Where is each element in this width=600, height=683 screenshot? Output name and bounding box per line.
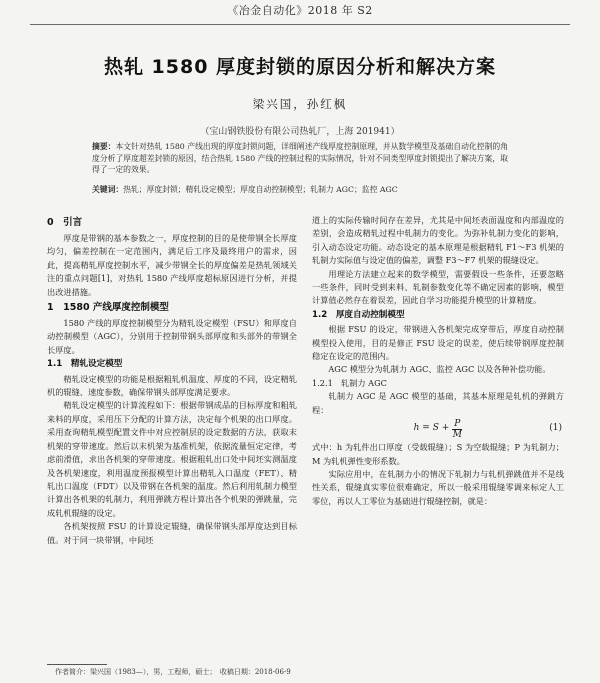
continued-paragraph: 道上的实际传输时间存在差异，尤其是中间坯表面温度和内部温度的差别，会造成精轧过程中轧制力的变化。为弥补轧制力变化的影响，引入动态设定功能。动态设定的基本原理是根据精轧 F1～F3 机架的轧制力实际值与设定值的偏差，调整 F3～F7 机架的辊缝设定。 xyxy=(312,215,564,266)
abstract-label: 摘要： xyxy=(92,142,116,151)
equation-number: (1) xyxy=(549,423,562,434)
paper-authors: 梁兴国，孙红枫 xyxy=(252,97,348,111)
equation-denominator: M xyxy=(452,429,462,440)
self-learning-paragraph: 用理论方法建立起来的数学模型，需要假设一些条件，还要忽略一些条件，同时受到来料、轧制参数变化等不确定因素的影响，模型计算值必然存在着误差，因此自学习功能提升模型的计算精度。 xyxy=(312,268,564,306)
keywords xyxy=(92,184,540,195)
equation-description: 式中：h 为轧件出口厚度（受载辊缝）；S 为空载辊缝；P 为轧制力；M 为轧机弹性变形系数。 xyxy=(312,442,564,466)
right-column xyxy=(312,214,564,664)
equation-fraction xyxy=(452,419,462,440)
intro-paragraph: 厚度是带钢的基本参数之一，厚度控制的目的是使带钢全长厚度均匀，偏差控制在一定范围内，满足后工序及最终用户的需求，因此，提高精轧厚度控制水平，减少带钢全长的厚度偏差是热轧领域关注的重点问题[1]，对热轧 1580 产线厚度超标原因进行分析，并提出改进措施。 xyxy=(47,233,297,297)
author-footnote: 作者简介：梁兴国（1983—），男，工程师，硕士； 收稿日期：2018-06-9 xyxy=(55,668,291,676)
spring-equation xyxy=(312,417,564,441)
fsu-paragraph-3: 各机架按照 FSU 的计算设定辊缝，确保带钢头部厚度达到目标值。对于同一块带钢，中间坯 xyxy=(47,521,297,545)
running-header: 《冶金自动化》2018 年 S2 xyxy=(227,4,373,17)
fsu-paragraph-1: 精轧设定模型的功能是根据粗轧机温度、厚度的不同，设定精轧机的辊缝、速度参数，确保带钢头部厚度满足要求。 xyxy=(47,373,297,398)
header-divider xyxy=(30,24,570,25)
keywords-label: 关键词： xyxy=(92,185,124,194)
abstract xyxy=(92,141,508,176)
zero-calibration-paragraph: 实际应用中，在轧制力小的情况下轧制力与轧机弹跳值并不是线性关系，辊缝真实零位很难确定，所以一般采用辊缝零调来标定人工零位，再以人工零位为基础进行辊缝控制，就是： xyxy=(312,468,564,506)
abstract-text: 本文针对热轧 1580 产线出现的厚度封锁问题，详细阐述产线厚度控制原理，并从数学模型及基础自动化控制的角度分析了厚度超差封锁的原因，结合热轧 1580 产线的控制过程的实际情况，针对不同类型厚度封锁提出了解决方案，取得了一定的效果。 xyxy=(92,142,509,174)
agc-paragraph-1: 根据 FSU 的设定，带钢进入各机架完成穿带后，厚度自动控制模型投入使用，目的是修正 FSU 设定的误差，使后续带钢厚度控制稳定在设定的范围内。 xyxy=(312,324,564,362)
fsu-paragraph-2: 精轧设定模型的计算流程如下：根据带钢成品的目标厚度和粗轧来料的厚度，采用压下分配的计算方法，决定每个机架的出口厚度。采用查询精轧模型配置文件中对应控制层的设定数据的方法，获取末机架的穿带速度。然后以末机架为基准机架，依据流量恒定定律，考虑前滑值，求出各机架的穿带速度。根据粗轧出口处中间坯实测温度及各机架速度，利用温度预报模型计算出精轧入口温度（FET）、精轧出口温度（FDT）以及带钢在各机架的温度。然后利用轧制力模型计算出各机架的轧制力，利用弹跳方程计算出各个机架的弹跳量，完成轧机辊缝的设定。 xyxy=(47,400,297,518)
section-heading-intro: 0 引言 xyxy=(47,217,83,228)
subsection-heading-fsu: 1.1 精轧设定模型 xyxy=(47,359,123,370)
paper-title: 热轧 1580 厚度封锁的原因分析和解决方案 xyxy=(103,56,497,78)
equation-numerator: P xyxy=(454,418,461,429)
agc-paragraph-2: AGC 模型分为轧制力 AGC、监控 AGC 以及各种补偿功能。 xyxy=(328,364,551,375)
paper-affiliation: （宝山钢铁股份有限公司热轧厂，上海 201941） xyxy=(200,127,400,137)
equation-lhs: h = S + xyxy=(413,423,450,434)
left-column xyxy=(47,214,297,664)
subsubsection-heading-force-agc: 1.2.1 轧制力 AGC xyxy=(312,377,387,388)
footnote-divider xyxy=(47,664,107,665)
subsection-heading-agc: 1.2 厚度自动控制模型 xyxy=(312,309,405,320)
keywords-text: 热轧；厚度封锁；精轧设定模型；厚度自动控制模型；轧制力 AGC；监控 AGC xyxy=(123,185,398,194)
model-overview-paragraph: 1580 产线的厚度控制模型分为精轧设定模型（FSU）和厚度自动控制模型（AGC），分别用于控制带钢头部厚度和头部外的带钢全长厚度。 xyxy=(47,318,297,355)
force-agc-paragraph: 轧制力 AGC 是 AGC 模型的基础，其基本原理是轧机的弹跳方程： xyxy=(312,391,564,415)
section-heading-thickness-model: 1 1580 产线厚度控制模型 xyxy=(47,302,169,314)
